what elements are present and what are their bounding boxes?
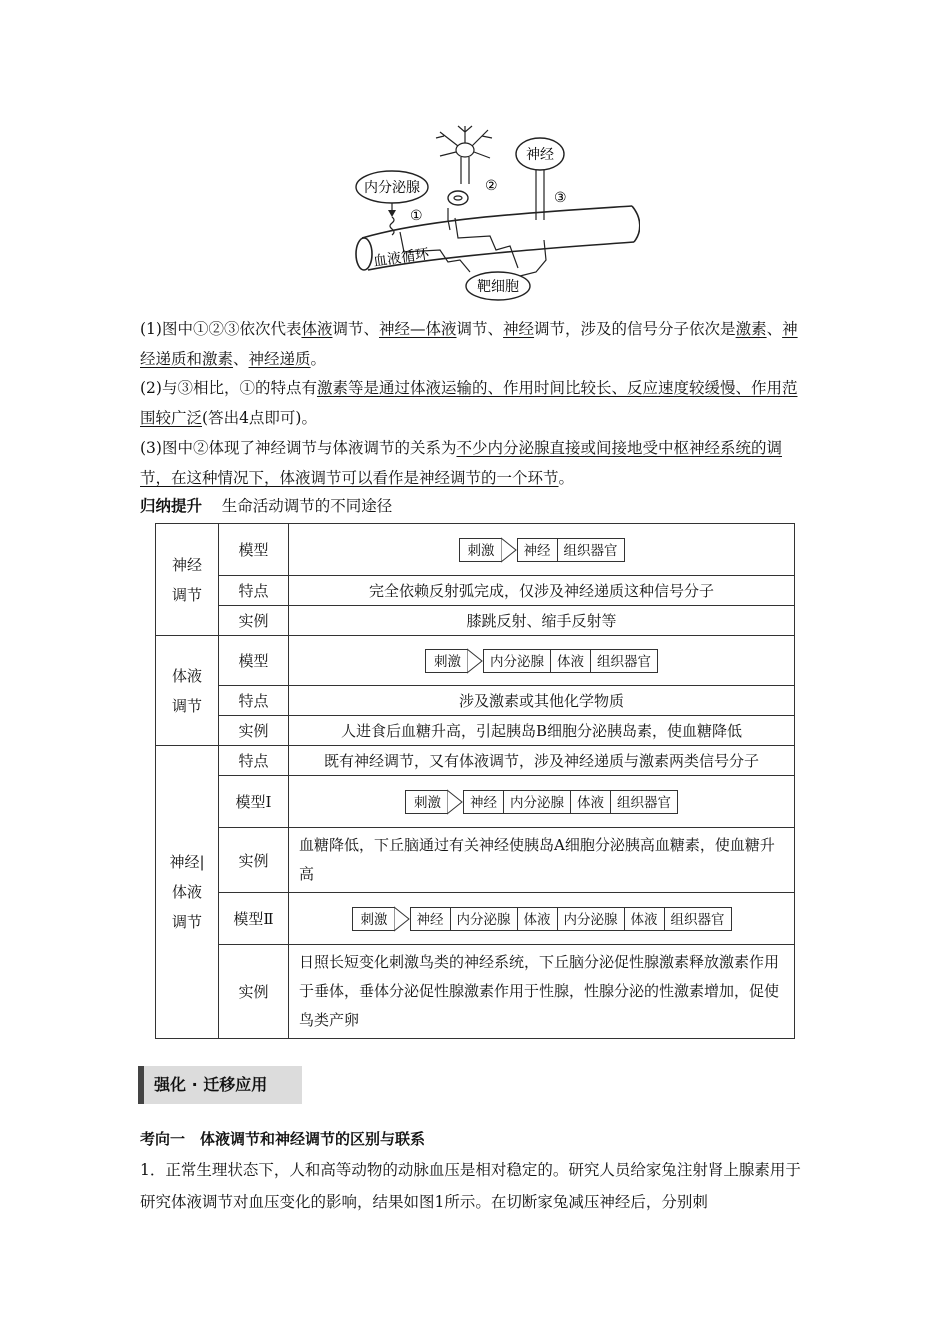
section-heading: 强化 · 迁移应用 bbox=[138, 1066, 302, 1104]
regulation-table: 神经 调节 模型 刺激 神经 组织器官 特点 完全依赖反射弧完成，仅涉及神经递质这种信号分子 实例 膝跳反射、缩手反射等 体液 调节 模型 刺激 内分泌腺 体液 组织器官 特点 涉及激素或其他化学物质 实例 人进食后血糖升高，引起胰岛B细胞分泌胰岛素，使血糖降低 神经| 体液 调节 特点 既有神经调节，又有体液调节，涉及神经递质与激素两类信号分子 模型Ⅰ 刺激 神经 内分泌腺 体液 组织器官 实例 血糖降低，下丘脑通过有关神经使胰岛A细胞分泌胰高血糖素，使血糖升高 模型Ⅱ 刺激 神经 内分泌腺 体液 内分泌腺 体液 组织器官 实例 日照长短变化刺激鸟类的神经系统，下丘脑分泌促性腺激素释放激素作用于垂体，垂体分泌促性腺激素作用于性腺，性腺分泌的性激素增加，促使鸟类产卵 bbox=[155, 523, 795, 1039]
group-mixed: 神经| 体液 调节 bbox=[156, 746, 219, 1039]
answer-1: (1)图中①②③依次代表体液调节、神经—体液调节、神经调节，涉及的信号分子依次是激素、神经递质和激素、神经递质。 bbox=[140, 320, 798, 368]
regulation-diagram bbox=[340, 120, 640, 305]
mixed-model-1: 刺激 神经 内分泌腺 体液 组织器官 bbox=[289, 776, 795, 828]
mark-1: ① bbox=[410, 208, 423, 224]
mixed-model-2: 刺激 神经 内分泌腺 体液 内分泌腺 体液 组织器官 bbox=[289, 893, 795, 945]
target-label: 靶细胞 bbox=[477, 279, 519, 295]
humoral-model: 刺激 内分泌腺 体液 组织器官 bbox=[289, 636, 795, 686]
answer-2: (2)与③相比，①的特点有激素等是通过体液运输的、作用时间比较长、反应速度较缓慢、作用范围较广泛(答出4点即可)。 bbox=[140, 379, 798, 427]
question-1: 1．正常生理状态下，人和高等动物的动脉血压是相对稳定的。研究人员给家兔注射肾上腺素用于研究体液调节对血压变化的影响，结果如图1所示。在切断家兔减压神经后，分别刺 bbox=[140, 1161, 801, 1211]
answer-3: (3)图中②体现了神经调节与体液调节的关系为不少内分泌腺直接或间接地受中枢神经系统的调节，在这种情况下，体液调节可以看作是神经调节的一个环节。 bbox=[140, 439, 782, 487]
mark-2: ② bbox=[485, 178, 498, 194]
gland-label: 内分泌腺 bbox=[364, 180, 420, 196]
neural-model: 刺激 神经 组织器官 bbox=[289, 524, 795, 576]
mark-3: ③ bbox=[554, 190, 567, 206]
summary-heading: 归纳提升 生命活动调节的不同途径 bbox=[140, 496, 393, 515]
neuron-icon bbox=[436, 126, 492, 205]
blood-label: 血液循环 bbox=[372, 246, 431, 270]
question-heading: 考向一 体液调节和神经调节的区别与联系 bbox=[140, 1130, 426, 1148]
nerve-label: 神经 bbox=[526, 147, 554, 163]
group-humoral: 体液 调节 bbox=[156, 636, 219, 746]
group-neural: 神经 调节 bbox=[156, 524, 219, 636]
